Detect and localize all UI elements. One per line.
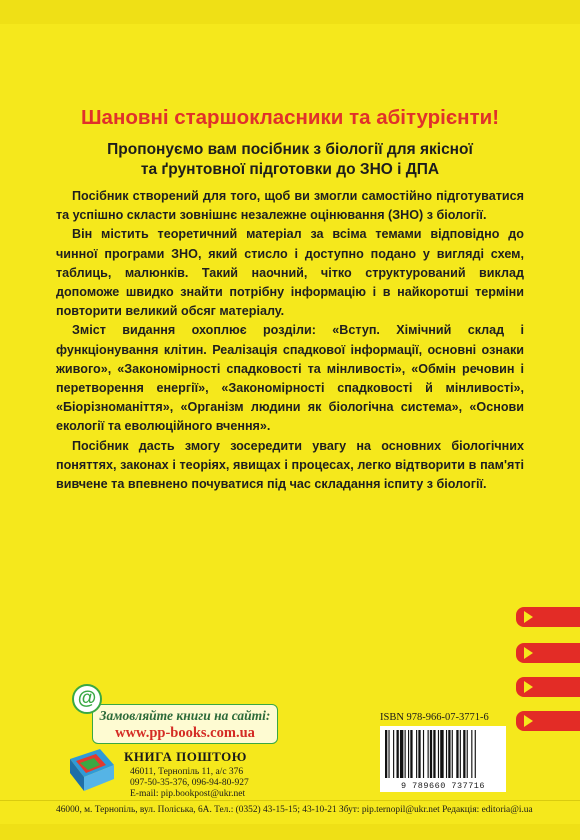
- arrow-icon: [524, 681, 533, 693]
- paragraph-benefit: Посібник дасть змогу зосередити увагу на основних біологічних поняттях, законах і теоріях, явищах і процесах, легко відтворити в пам'яті вивчене та впевнено почуватися під час складання іспиту з біології.: [56, 438, 524, 492]
- red-tab: [516, 607, 580, 627]
- book-post-icon: [66, 745, 118, 793]
- red-tab: [516, 711, 580, 731]
- post-phones: 097-50-35-376, 096-94-80-927: [130, 778, 249, 788]
- paragraph-sections: Зміст видання охоплює розділи: «Вступ. Хімічний склад і функціонування клітин. Реалізація спадкової інформації, основні ознаки живого», «Закономірності спадковості та мінливості», «Обмін речовин і перетворення енергії», «Закономірності спадковості й мінливості», «Біорізноманіття», «Організм людини як біологічна система», «Основи екології та еволюційного вчення».: [56, 323, 524, 434]
- red-tab: [516, 643, 580, 663]
- website-link[interactable]: www.pp-books.com.ua: [115, 725, 255, 741]
- arrow-icon: [524, 611, 533, 623]
- description-text: [56, 187, 524, 494]
- red-tab: [516, 677, 580, 697]
- paragraph-intro: Посібник створений для того, щоб ви змогли самостійно підготуватися та успішно скласти зовнішнє незалежне оцінювання (ЗНО) з біології.: [56, 189, 524, 223]
- order-online-text: Замовляйте книги на сайті:: [99, 708, 271, 723]
- bottom-band: [0, 824, 580, 840]
- arrow-icon: [524, 647, 533, 659]
- paragraph-content: Він містить теоретичний матеріал за всіма темами відповідно до чинної програми ЗНО, який стисло і доступно подано у вигляді схем, таблиць, малюнків. Такий наочний, чітко структурований виклад допоможе швидко знайти потрібну інформацію і в найкоротші терміни повторити великий обсяг матеріалу.: [56, 227, 524, 319]
- at-sign-icon: @: [72, 684, 102, 714]
- headline: Шановні старшокласники та абітурієнти!: [80, 106, 500, 129]
- post-address: 46011, Тернопіль 11, а/с 376: [130, 767, 244, 777]
- subheadline: [20, 140, 560, 180]
- order-online-box: [92, 704, 278, 744]
- arrow-icon: [524, 715, 533, 727]
- subheadline-line-2: та ґрунтовної підготовки до ЗНО і ДПА: [140, 161, 440, 178]
- publisher-contacts: 46000, м. Тернопіль, вул. Поліська, 6А. Тел.: (0352) 43-15-15; 43-10-21 Збут: pip.ternopil@ukr.net Редакція: editoria@i.ua: [56, 805, 533, 815]
- top-band: [0, 0, 580, 24]
- barcode-digits: 9 789660 737716: [400, 781, 485, 791]
- book-post-title: КНИГА ПОШТОЮ: [124, 749, 247, 764]
- publisher-footer: [0, 800, 580, 825]
- barcode-bars: [385, 730, 501, 778]
- post-email: E-mail: pip.bookpost@ukr.net: [130, 789, 246, 799]
- barcode: [380, 726, 506, 792]
- subheadline-line-1: Пропонуємо вам посібник з біології для якісної: [107, 141, 473, 158]
- isbn-label: ISBN 978-966-07-3771-6: [380, 712, 489, 723]
